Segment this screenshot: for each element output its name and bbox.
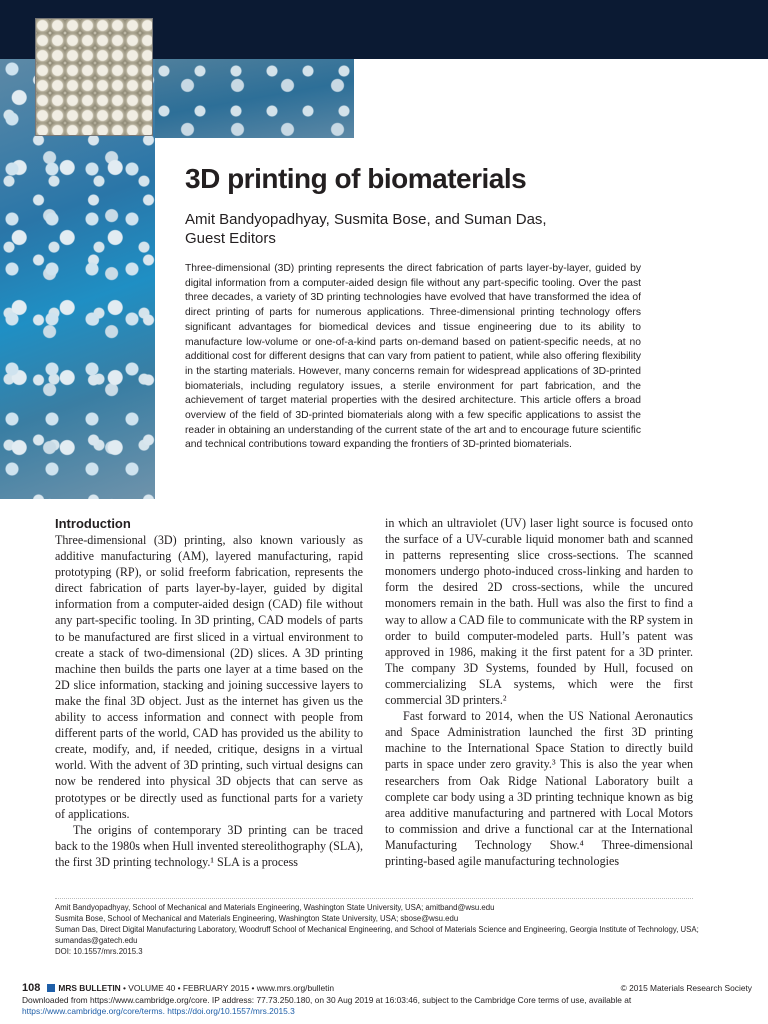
body-column-right	[385, 515, 693, 869]
magazine-name: MRS BULLETIN	[58, 983, 121, 993]
paragraph: Fast forward to 2014, when the US National Aeronautics and Space Administration launched the first 3D printing machine to the International Space Station to directly build parts in space under zero gravity.³ This is also the year when researchers from Oak Ridge National Laboratory built a complete car body using a 3D printing technique known as big area additive manufacturing and partnered with Local Motors to commission and drive a functional car at the International Manufacturing Technology Show.⁴ Three-dimensional printing-based agile manufacturing technologies	[385, 709, 693, 868]
section-heading: Introduction	[55, 516, 131, 531]
body-column-left	[55, 515, 363, 870]
article-title: 3D printing of biomaterials	[185, 163, 527, 194]
affiliation-line: Susmita Bose, School of Mechanical and Materials Engineering, Washington State University, USA; sbose@wsu.edu	[55, 914, 459, 923]
paragraph: Three-dimensional (3D) printing, also known variously as additive manufacturing (AM), layered manufacturing, rapid prototyping (RP), or solid freeform fabrication, represents the direct fabrication of parts layer-by-layer, guided by digital information from a computer-aided design (CAD) file without any part-specific tooling. In 3D printing, CAD models of parts to be manufactured are first sliced in a virtual environment to create a stack of two-dimensional (2D) slices. A 3D printing machine then builds the parts one layer at a time based on the 2D slice information, stacking and joining successive layers to make the final 3D object. Just as the internet has given us the ability to access information and connect with people from different parts of the world, CAD has provided us the ability to create, modify, and, if needed, critique, designs in a virtual world. With the advent of 3D printing, such virtual designs can now be rendered into physical 3D objects that can serve as prototypes or be directly used as functional parts for a variety of applications.	[55, 533, 363, 821]
lattice-thumbnail-image	[35, 18, 153, 136]
copyright: © 2015 Materials Research Society	[620, 983, 752, 993]
page-number: 108	[22, 982, 41, 994]
terms-link[interactable]: https://www.cambridge.org/core/terms.	[22, 1006, 165, 1016]
doi-link[interactable]: https://doi.org/10.1557/mrs.2015.3	[167, 1006, 295, 1016]
page-footer	[22, 983, 752, 1018]
paragraph: The origins of contemporary 3D printing can be traced back to the 1980s when Hull invented stereolithography (SLA), the first 3D printing technology.¹ SLA is a process	[55, 822, 363, 869]
footnote-divider	[55, 898, 693, 899]
square-bullet-icon	[47, 984, 55, 992]
abstract: Three-dimensional (3D) printing represents the direct fabrication of parts layer-by-layer, guided by digital information from a computer-aided design file without any part-specific tooling. Over the past three decades, a variety of 3D printing technologies have evolved that have transformed the idea of direct printing of parts for numerous applications. Three-dimensional printing technology offers significant advantages for biomedical devices and tissue engineering due to its ability to manufacture low-volume or one-of-a-kind parts on-demand based on patient-specific needs, at no additional cost for different designs that can vary from patient to patient, while also offering flexibility in the starting materials. However, many concerns remain for widespread applications of 3D-printed biomaterials, including regulatory issues, a sterile environment for part fabrication, and the achievement of target material properties with the desired architecture. This article offers a broad overview of the field of 3D-printed biomaterials along with a few specific applications to assist the reader in obtaining an understanding of the current state of the art and to encourage future scientific and technical contributions toward expanding the frontiers of 3D-printed biomaterials.	[185, 263, 641, 451]
download-note: Downloaded from https://www.cambridge.org/core. IP address: 77.73.250.180, on 30 Aug 2019 at 16:03:46, subject to the Cambridge Core terms of use, available at	[22, 994, 632, 1005]
affiliation-line: Suman Das, Direct Digital Manufacturing Laboratory, Woodruff School of Mechanical Engineering, and School of Materials Science and Engineering, Georgia Institute of Technology, USA;	[55, 925, 699, 934]
doi-line: DOI: 10.1557/mrs.2015.3	[55, 947, 143, 956]
affiliations	[55, 902, 699, 957]
author-names: Amit Bandyopadhyay, Susmita Bose, and Suman Das,	[185, 211, 547, 228]
author-role: Guest Editors	[185, 230, 276, 247]
author-block	[185, 210, 655, 248]
paragraph: in which an ultraviolet (UV) laser light source is focused onto the surface of a UV-curable liquid monomer bath and scanned in patterns representing slice cross-sections. The scanned monomers undergo photo-induced cross-linking and harden to form the desired 2D cross-sections, while the uncured monomers remain in the bath. Hull was also the first to find a way to allow a CAD file to communicate with the RP system in order to build computer-modeled parts. Hull’s patent was approved in 1986, making it the first patent for a 3D printer. The company 3D Systems, founded by Hull, focused on commercializing SLA systems, which were the first commercial 3D printers.²	[385, 516, 693, 708]
affiliation-line: Amit Bandyopadhyay, School of Mechanical and Materials Engineering, Washington State University, USA; amitband@wsu.edu	[55, 903, 495, 912]
issue-info: • VOLUME 40 • FEBRUARY 2015 •	[123, 983, 255, 993]
site-link[interactable]: www.mrs.org/bulletin	[256, 983, 334, 993]
affiliation-line: sumandas@gatech.edu	[55, 936, 138, 945]
cover-image-top	[155, 59, 354, 138]
